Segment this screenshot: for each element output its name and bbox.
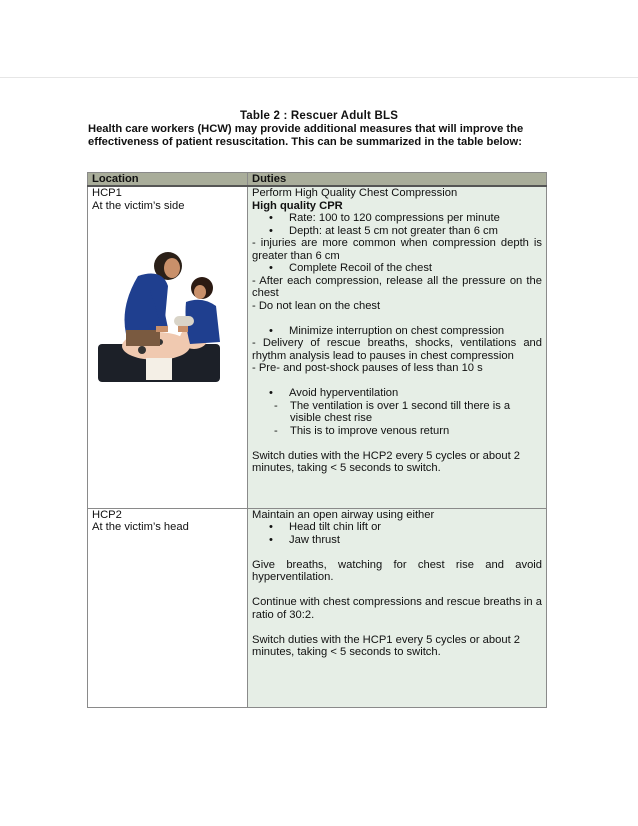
hcp2-bullet-jaw-thrust: • Jaw thrust (252, 534, 542, 547)
cpr-photo (98, 246, 222, 384)
page-top-rule (0, 77, 638, 78)
hcp2-face (194, 285, 206, 299)
electrode-pad (138, 346, 146, 354)
rescuer-bls-table (87, 172, 547, 708)
hcp2-location-cell (88, 508, 248, 707)
hcp1-duties-cell (248, 186, 547, 508)
hcp2-location: At the victim’s head (92, 521, 189, 533)
hcp1-note-injuries: - injuries are more common when compression depth is greater than 6 cm (252, 237, 542, 262)
hcp2-duties-cell (248, 508, 547, 707)
hcp1-bullet-recoil: • Complete Recoil of the chest (252, 262, 542, 275)
hcp2-bullet-head-tilt: • Head tilt chin lift or (252, 521, 542, 534)
hcp1-location: At the victim’s side (92, 199, 185, 212)
hcp1-name: HCP1 (92, 187, 122, 199)
hcp1-switch-duties: Switch duties with the HCP2 every 5 cycles or about 2 minutes, taking < 5 seconds to switch. (252, 449, 521, 474)
hcp1-note-release: - After each compression, release all the pressure on the chest (252, 274, 542, 299)
hcp1-note-lean: - Do not lean on the chest (252, 299, 381, 312)
hcp1-bullet-avoid: • Avoid hyperventilation (252, 387, 542, 400)
hcp1-note-pauses: - Pre- and post-shock pauses of less than 10 s (252, 362, 483, 374)
hcp2-name: HCP2 (92, 508, 122, 521)
mannequin-shorts (146, 358, 172, 380)
table-title: Table 2 : Rescuer Adult BLS (239, 110, 399, 122)
hcp2-hands (178, 326, 188, 332)
hcp1-sub-ventilation: - The ventilation is over 1 second till there is a visible chest rise (252, 400, 542, 425)
intro-paragraph: Health care workers (HCW) may provide additional measures that will improve the effectiveness of patient resuscitation. This can be summarized in the table below: (88, 123, 524, 148)
hcp1-note-delivery: - Delivery of rescue breaths, shocks, ventilations and rhythm analysis lead to pauses in chest compression (252, 337, 542, 362)
header-duties: Duties (248, 173, 547, 187)
hcp1-bullet-depth: • Depth: at least 5 cm not greater than 6 cm (252, 225, 542, 238)
hcp2-duty-airway: Maintain an open airway using either (252, 508, 435, 521)
hcp2-para-continue: Continue with chest compressions and rescue breaths in a ratio of 30:2. (252, 596, 542, 621)
hcp2-switch-duties: Switch duties with the HCP1 every 5 cycles or about 2 minutes, taking < 5 seconds to switch. (252, 633, 521, 658)
hcp1-duty-intro: Perform High Quality Chest Compression (252, 187, 458, 199)
hcp1-sub-venous: - This is to improve venous return (252, 425, 542, 438)
hcp1-legs (126, 330, 160, 346)
table-row-hcp2 (88, 508, 547, 707)
bag-valve-mask (174, 316, 194, 326)
table-row-hcp1 (88, 186, 547, 508)
hcp1-bullet-rate: • Rate: 100 to 120 compressions per minute (252, 212, 542, 225)
hcp2-para-breaths: Give breaths, watching for chest rise and avoid hyperventilation. (252, 558, 542, 583)
hcp1-location-cell (88, 186, 248, 508)
hcp1-bullet-minimize: • Minimize interruption on chest compression (252, 325, 542, 338)
hcp1-hands (156, 326, 168, 332)
hcp1-face (164, 258, 180, 278)
table-header-row (88, 173, 547, 187)
hcp1-duty-heading: High quality CPR (252, 199, 343, 212)
header-location: Location (88, 173, 248, 187)
